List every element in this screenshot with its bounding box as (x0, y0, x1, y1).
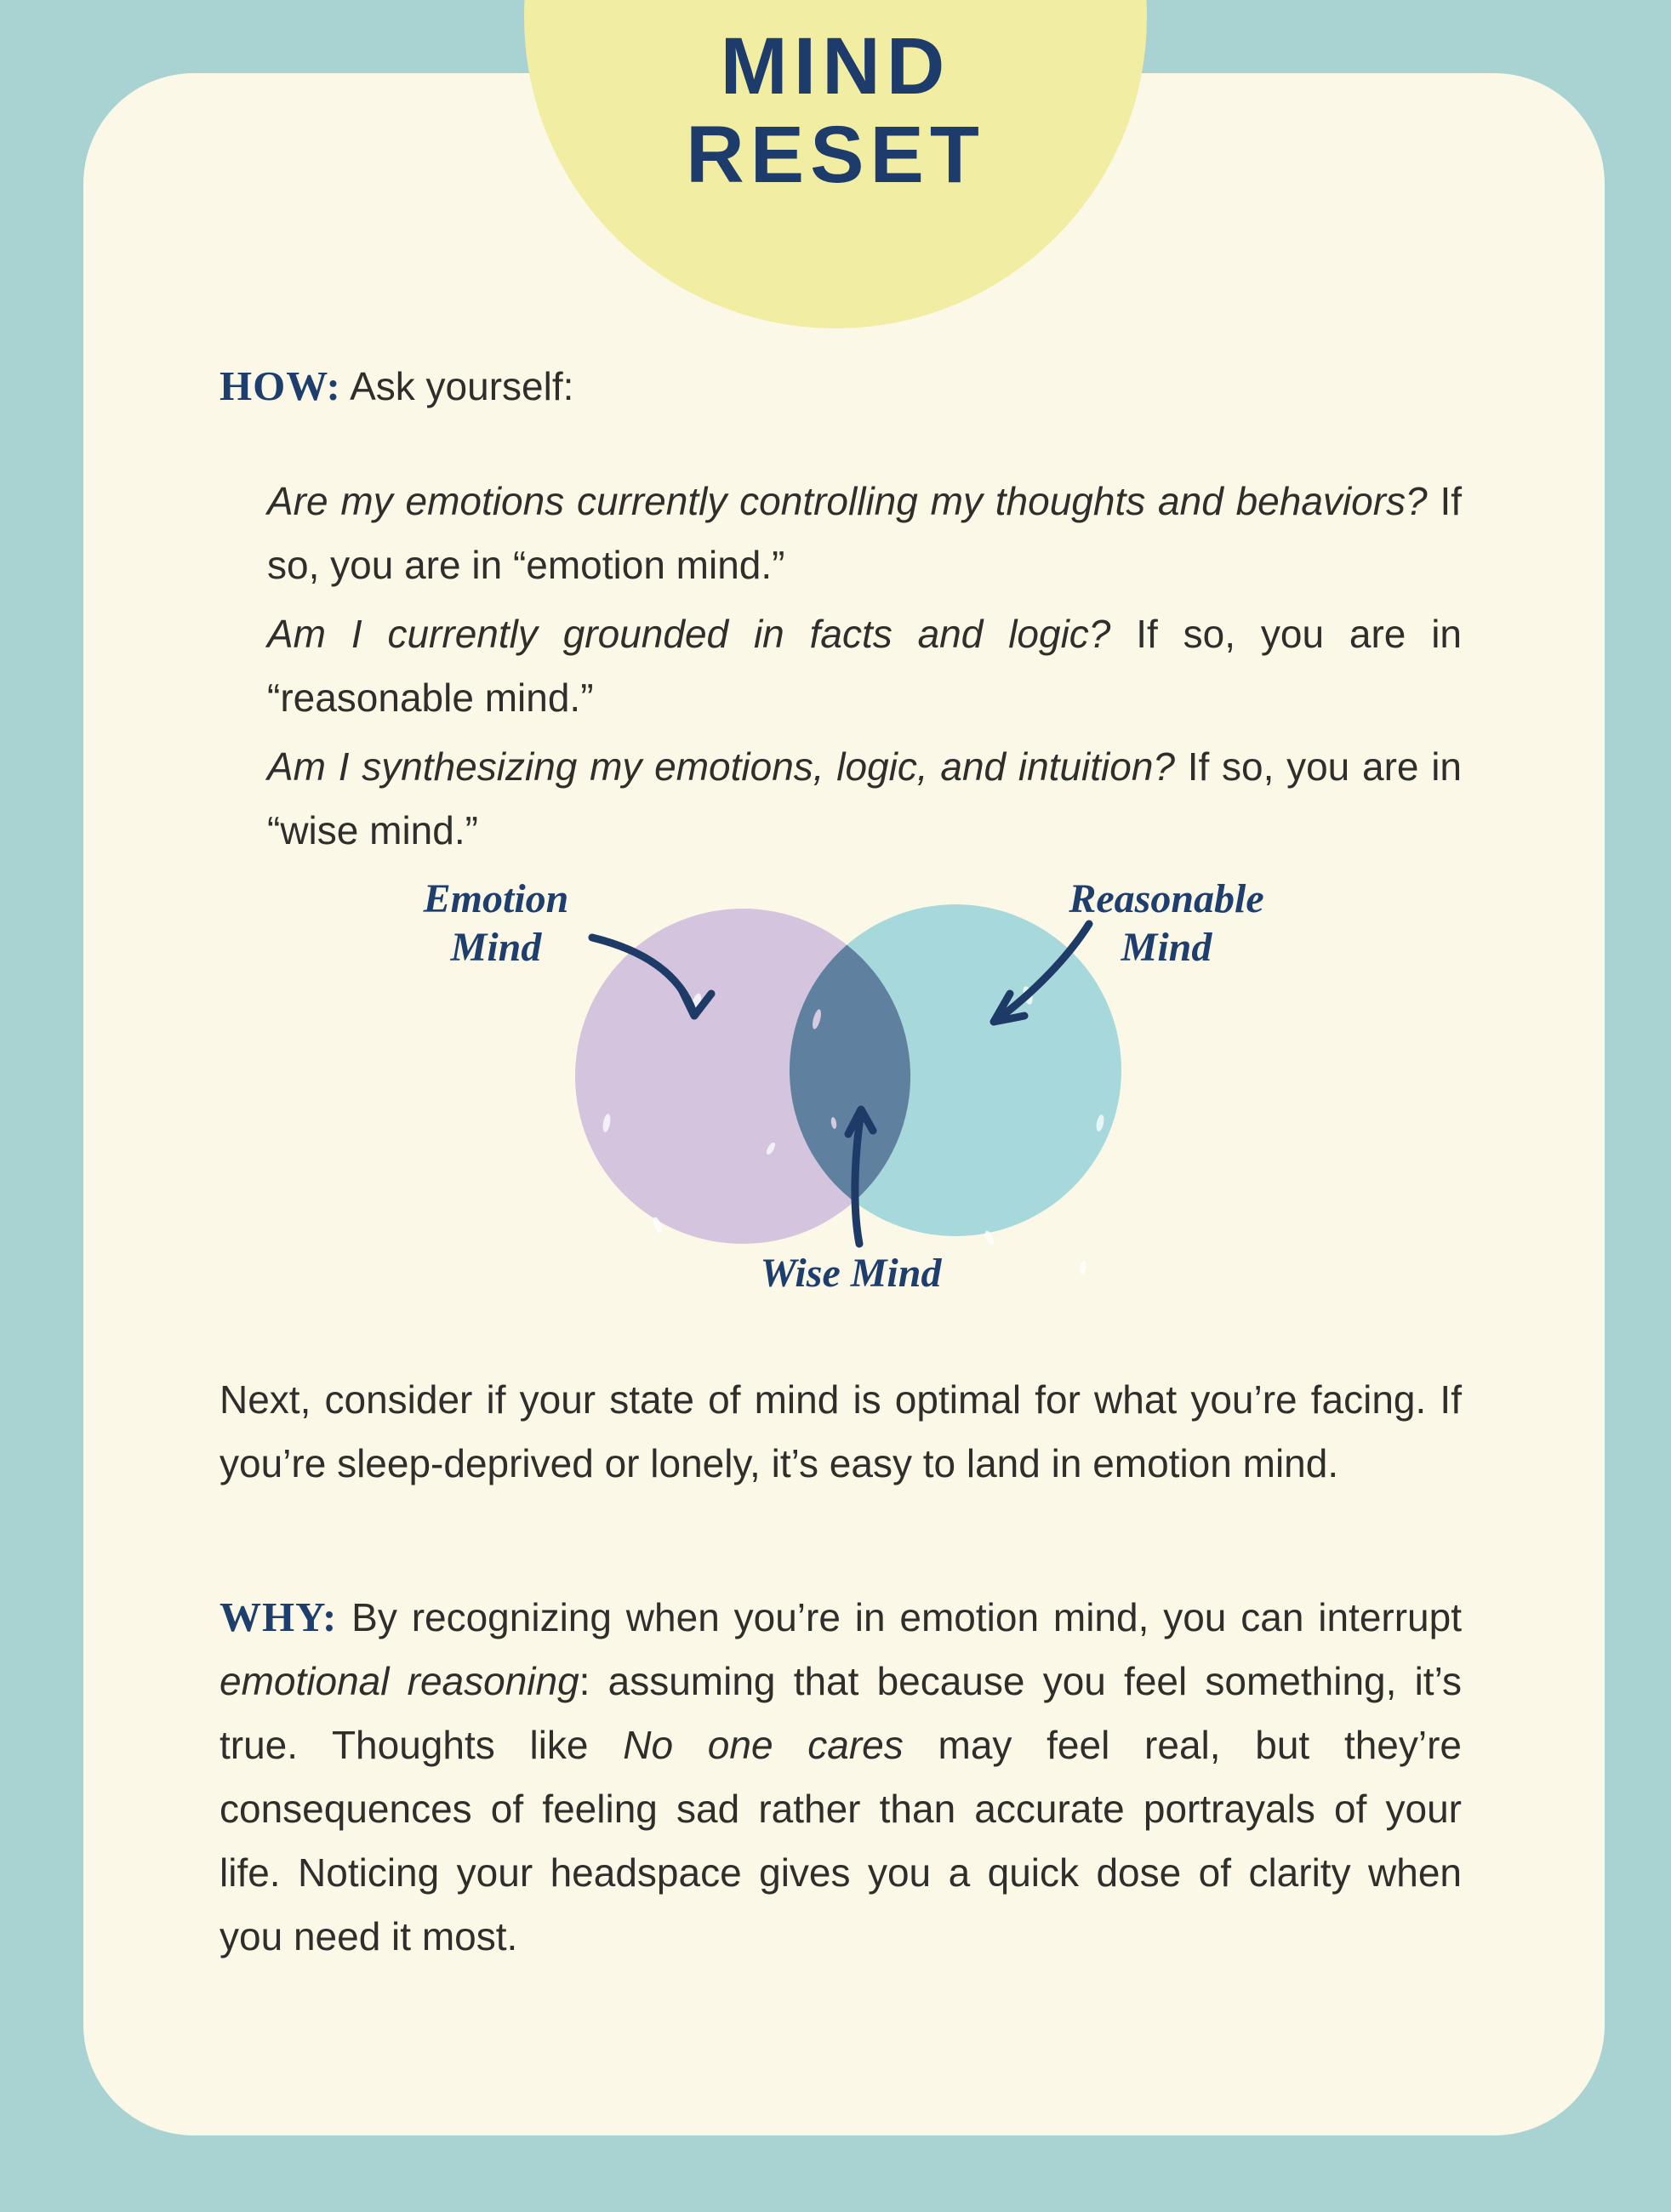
bullet-text: Are my emotions currently controlling my thoughts and behaviors? If so, you are in “emotion mind.” (267, 479, 1463, 587)
wise-mind-label: Wise Mind (760, 1251, 942, 1296)
reasonable-mind-label-line2: Mind (1121, 925, 1212, 970)
why-paragraph: WHY: By recognizing when you’re in emotion mind, you can interrupt emotional reasoning: assuming that because you feel something, it’s true. Thoughts like No one cares may feel real, but they’re consequences of feeling sad rather than accurate portrayals of your life. Noticing your headspace gives you a quick dose of clarity when you need it most. (220, 1593, 1463, 1958)
page-title-line1: MIND (720, 21, 951, 111)
bullet-text: Am I synthesizing my emotions, logic, and intuition? If so, you are in “wise mind.” (267, 744, 1462, 852)
emotion-mind-label (360, 875, 632, 972)
how-intro-line: HOW: Ask yourself: (220, 362, 574, 409)
list-item (220, 470, 1462, 597)
list-item (220, 602, 1462, 730)
reasonable-mind-label (1005, 875, 1328, 972)
bullet-text: Am I currently grounded in facts and logic? If so, you are in “reasonable mind.” (267, 612, 1463, 720)
reasonable-mind-label-line1: Reasonable (1069, 876, 1264, 921)
emotion-mind-label-line1: Emotion (423, 876, 569, 921)
next-paragraph: Next, consider if your state of mind is optimal for what you’re facing. If you’re sleep-deprived or lonely, it’s easy to land in emotion mind. (220, 1377, 1462, 1485)
list-item (220, 735, 1462, 863)
emotion-mind-label-line2: Mind (450, 925, 542, 970)
page-title-line2: RESET (686, 110, 985, 200)
bullet-list (220, 470, 1462, 863)
card-content (220, 73, 1462, 1969)
venn-diagram (220, 868, 1462, 1334)
